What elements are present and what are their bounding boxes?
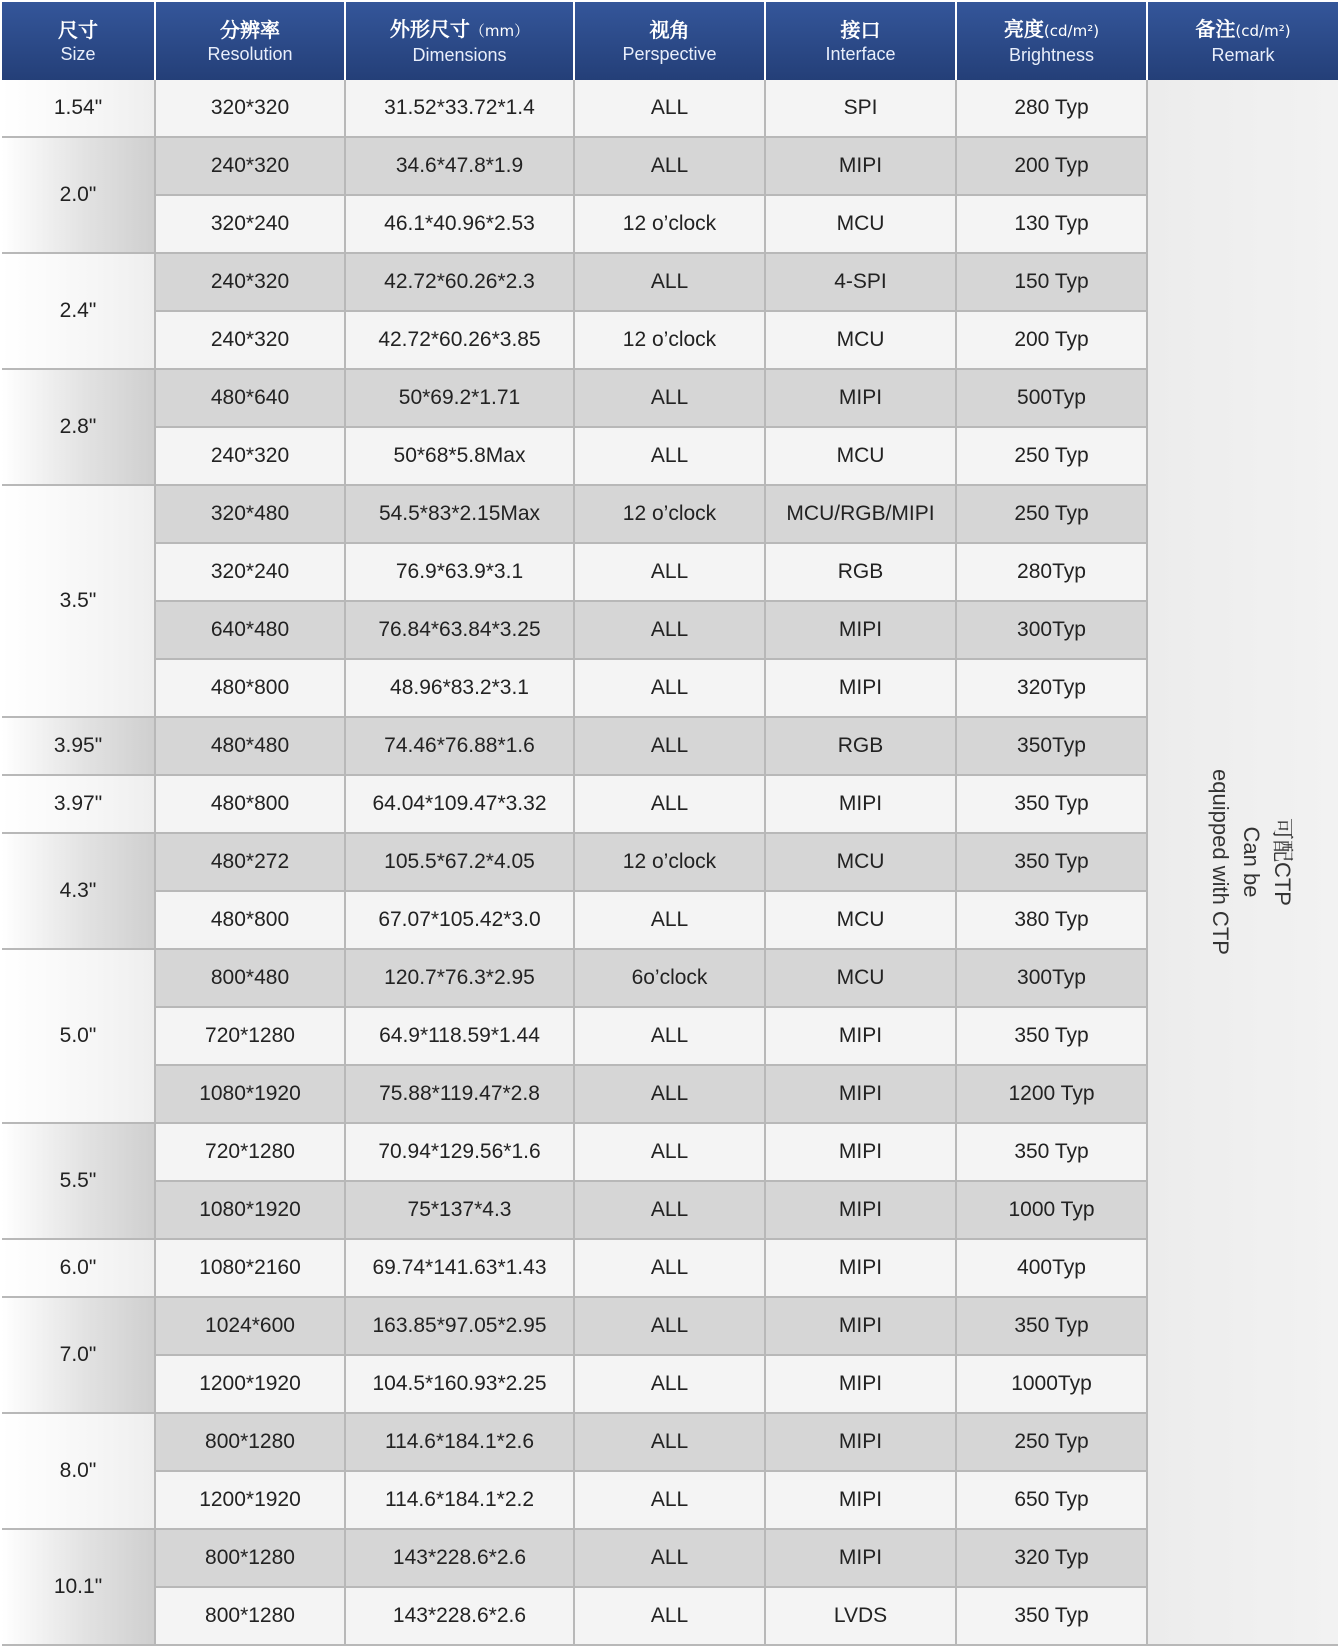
brightness-cell: 350 Typ <box>956 1007 1147 1065</box>
table-row <box>2 717 1338 775</box>
table-body <box>2 80 1338 1645</box>
brightness-cell: 350 Typ <box>956 833 1147 891</box>
resolution-cell: 320*480 <box>155 485 345 543</box>
interface-cell: MIPI <box>765 1471 956 1529</box>
brightness-cell: 200 Typ <box>956 311 1147 369</box>
resolution-cell: 480*800 <box>155 775 345 833</box>
interface-cell: MIPI <box>765 1297 956 1355</box>
table-row <box>2 1239 1338 1297</box>
size-cell: 4.3" <box>2 833 155 949</box>
brightness-cell: 280 Typ <box>956 80 1147 137</box>
brightness-cell: 1000 Typ <box>956 1181 1147 1239</box>
dimensions-cell: 64.04*109.47*3.32 <box>345 775 574 833</box>
perspective-cell: 12 o’clock <box>574 195 765 253</box>
header-dimensions-unit: （mm） <box>469 22 530 40</box>
brightness-cell: 250 Typ <box>956 427 1147 485</box>
remark-en-line1: Can be <box>1239 826 1264 898</box>
dimensions-cell: 76.84*63.84*3.25 <box>345 601 574 659</box>
interface-cell: MCU <box>765 949 956 1007</box>
dimensions-cell: 75*137*4.3 <box>345 1181 574 1239</box>
size-cell: 3.5" <box>2 485 155 717</box>
header-interface-zh: 接口 <box>840 18 881 42</box>
size-cell: 8.0" <box>2 1413 155 1529</box>
resolution-cell: 320*320 <box>155 80 345 137</box>
interface-cell: MIPI <box>765 1123 956 1181</box>
table-row <box>2 949 1338 1007</box>
dimensions-cell: 48.96*83.2*3.1 <box>345 659 574 717</box>
table-row <box>2 1413 1338 1471</box>
perspective-cell: ALL <box>574 543 765 601</box>
dimensions-cell: 69.74*141.63*1.43 <box>345 1239 574 1297</box>
dimensions-cell: 75.88*119.47*2.8 <box>345 1065 574 1123</box>
table-row <box>2 311 1338 369</box>
perspective-cell: 12 o’clock <box>574 311 765 369</box>
remark-text <box>1188 757 1298 967</box>
dimensions-cell: 67.07*105.42*3.0 <box>345 891 574 949</box>
perspective-cell: ALL <box>574 601 765 659</box>
header-remark <box>1147 2 1338 80</box>
perspective-cell: ALL <box>574 1239 765 1297</box>
perspective-cell: 12 o’clock <box>574 833 765 891</box>
header-size-zh: 尺寸 <box>58 18 98 42</box>
perspective-cell: ALL <box>574 1065 765 1123</box>
interface-cell: MIPI <box>765 1007 956 1065</box>
dimensions-cell: 143*228.6*2.6 <box>345 1529 574 1587</box>
brightness-cell: 1200 Typ <box>956 1065 1147 1123</box>
brightness-cell: 350 Typ <box>956 775 1147 833</box>
header-dimensions <box>345 2 574 80</box>
table-row <box>2 1587 1338 1645</box>
table-row <box>2 485 1338 543</box>
resolution-cell: 1080*2160 <box>155 1239 345 1297</box>
perspective-cell: ALL <box>574 891 765 949</box>
table-row <box>2 137 1338 195</box>
dimensions-cell: 42.72*60.26*3.85 <box>345 311 574 369</box>
perspective-cell: ALL <box>574 1587 765 1645</box>
dimensions-cell: 105.5*67.2*4.05 <box>345 833 574 891</box>
perspective-cell: ALL <box>574 1007 765 1065</box>
remark-en-line2: equipped with CTP <box>1208 769 1233 955</box>
header-brightness-zh: 亮度 <box>1003 17 1044 41</box>
header-resolution-zh: 分辨率 <box>220 18 280 42</box>
table-row <box>2 543 1338 601</box>
interface-cell: MCU <box>765 891 956 949</box>
resolution-cell: 800*1280 <box>155 1413 345 1471</box>
size-cell: 5.5" <box>2 1123 155 1239</box>
brightness-cell: 320Typ <box>956 659 1147 717</box>
header-perspective-en: Perspective <box>622 44 717 64</box>
resolution-cell: 240*320 <box>155 311 345 369</box>
dimensions-cell: 70.94*129.56*1.6 <box>345 1123 574 1181</box>
dimensions-cell: 104.5*160.93*2.25 <box>345 1355 574 1413</box>
brightness-cell: 380 Typ <box>956 891 1147 949</box>
dimensions-cell: 46.1*40.96*2.53 <box>345 195 574 253</box>
table-row <box>2 427 1338 485</box>
size-cell: 2.8" <box>2 369 155 485</box>
perspective-cell: ALL <box>574 137 765 195</box>
header-resolution-en: Resolution <box>207 44 293 64</box>
resolution-cell: 720*1280 <box>155 1123 345 1181</box>
brightness-cell: 300Typ <box>956 949 1147 1007</box>
dimensions-cell: 76.9*63.9*3.1 <box>345 543 574 601</box>
header-brightness <box>956 2 1147 80</box>
perspective-cell: ALL <box>574 659 765 717</box>
interface-cell: MCU <box>765 833 956 891</box>
brightness-cell: 250 Typ <box>956 485 1147 543</box>
resolution-cell: 640*480 <box>155 601 345 659</box>
header-dimensions-en: Dimensions <box>412 45 507 65</box>
table-row <box>2 80 1338 137</box>
interface-cell: MCU <box>765 311 956 369</box>
dimensions-cell: 114.6*184.1*2.2 <box>345 1471 574 1529</box>
brightness-cell: 320 Typ <box>956 1529 1147 1587</box>
resolution-cell: 1200*1920 <box>155 1471 345 1529</box>
dimensions-cell: 143*228.6*2.6 <box>345 1587 574 1645</box>
brightness-cell: 300Typ <box>956 601 1147 659</box>
perspective-cell: 6o’clock <box>574 949 765 1007</box>
perspective-cell: 12 o’clock <box>574 485 765 543</box>
table-row <box>2 195 1338 253</box>
remark-zh: 可配CTP <box>1270 817 1295 906</box>
interface-cell: 4-SPI <box>765 253 956 311</box>
remark-cell <box>1147 80 1338 1645</box>
brightness-cell: 500Typ <box>956 369 1147 427</box>
resolution-cell: 480*272 <box>155 833 345 891</box>
interface-cell: LVDS <box>765 1587 956 1645</box>
table-row <box>2 369 1338 427</box>
perspective-cell: ALL <box>574 427 765 485</box>
interface-cell: MIPI <box>765 369 956 427</box>
header-interface <box>765 2 956 80</box>
resolution-cell: 480*800 <box>155 659 345 717</box>
interface-cell: MIPI <box>765 1239 956 1297</box>
table-row <box>2 891 1338 949</box>
brightness-cell: 350 Typ <box>956 1587 1147 1645</box>
brightness-cell: 150 Typ <box>956 253 1147 311</box>
brightness-cell: 350 Typ <box>956 1297 1147 1355</box>
dimensions-cell: 50*69.2*1.71 <box>345 369 574 427</box>
brightness-cell: 350 Typ <box>956 1123 1147 1181</box>
lcd-spec-table <box>2 2 1338 1646</box>
perspective-cell: ALL <box>574 369 765 427</box>
dimensions-cell: 114.6*184.1*2.6 <box>345 1413 574 1471</box>
interface-cell: RGB <box>765 543 956 601</box>
dimensions-cell: 42.72*60.26*2.3 <box>345 253 574 311</box>
dimensions-cell: 74.46*76.88*1.6 <box>345 717 574 775</box>
interface-cell: MIPI <box>765 1355 956 1413</box>
header-size-en: Size <box>60 44 96 64</box>
size-cell: 10.1" <box>2 1529 155 1645</box>
header-brightness-unit: (cd/m²) <box>1043 22 1100 40</box>
interface-cell: RGB <box>765 717 956 775</box>
table-row <box>2 1007 1338 1065</box>
dimensions-cell: 31.52*33.72*1.4 <box>345 80 574 137</box>
perspective-cell: ALL <box>574 1297 765 1355</box>
interface-cell: MIPI <box>765 1065 956 1123</box>
brightness-cell: 650 Typ <box>956 1471 1147 1529</box>
resolution-cell: 240*320 <box>155 427 345 485</box>
interface-cell: MIPI <box>765 775 956 833</box>
interface-cell: MIPI <box>765 1181 956 1239</box>
dimensions-cell: 64.9*118.59*1.44 <box>345 1007 574 1065</box>
size-cell: 7.0" <box>2 1297 155 1413</box>
interface-cell: MIPI <box>765 601 956 659</box>
header-perspective-zh: 视角 <box>649 18 690 42</box>
perspective-cell: ALL <box>574 1123 765 1181</box>
size-cell: 1.54" <box>2 80 155 137</box>
table-row <box>2 659 1338 717</box>
perspective-cell: ALL <box>574 1413 765 1471</box>
brightness-cell: 200 Typ <box>956 137 1147 195</box>
interface-cell: MIPI <box>765 1529 956 1587</box>
header-remark-zh: 备注 <box>1195 17 1236 41</box>
perspective-cell: ALL <box>574 253 765 311</box>
interface-cell: MIPI <box>765 659 956 717</box>
brightness-cell: 130 Typ <box>956 195 1147 253</box>
resolution-cell: 320*240 <box>155 543 345 601</box>
resolution-cell: 1024*600 <box>155 1297 345 1355</box>
table-row <box>2 1297 1338 1355</box>
header-remark-en: Remark <box>1211 45 1275 65</box>
brightness-cell: 350Typ <box>956 717 1147 775</box>
interface-cell: MCU <box>765 427 956 485</box>
header-resolution <box>155 2 345 80</box>
perspective-cell: ALL <box>574 717 765 775</box>
header-row <box>2 2 1338 80</box>
resolution-cell: 240*320 <box>155 137 345 195</box>
header-size <box>2 2 155 80</box>
brightness-cell: 1000Typ <box>956 1355 1147 1413</box>
perspective-cell: ALL <box>574 1471 765 1529</box>
resolution-cell: 1080*1920 <box>155 1181 345 1239</box>
resolution-cell: 480*800 <box>155 891 345 949</box>
table-row <box>2 1471 1338 1529</box>
header-brightness-en: Brightness <box>1008 45 1095 65</box>
size-cell: 6.0" <box>2 1239 155 1297</box>
size-cell: 3.95" <box>2 717 155 775</box>
table-row <box>2 253 1338 311</box>
resolution-cell: 320*240 <box>155 195 345 253</box>
resolution-cell: 480*640 <box>155 369 345 427</box>
dimensions-cell: 120.7*76.3*2.95 <box>345 949 574 1007</box>
size-cell: 5.0" <box>2 949 155 1123</box>
dimensions-cell: 50*68*5.8Max <box>345 427 574 485</box>
table-row <box>2 1355 1338 1413</box>
perspective-cell: ALL <box>574 80 765 137</box>
interface-cell: MIPI <box>765 1413 956 1471</box>
resolution-cell: 800*1280 <box>155 1529 345 1587</box>
resolution-cell: 800*1280 <box>155 1587 345 1645</box>
interface-cell: MIPI <box>765 137 956 195</box>
dimensions-cell: 163.85*97.05*2.95 <box>345 1297 574 1355</box>
brightness-cell: 250 Typ <box>956 1413 1147 1471</box>
table-row <box>2 1065 1338 1123</box>
interface-cell: SPI <box>765 80 956 137</box>
resolution-cell: 240*320 <box>155 253 345 311</box>
perspective-cell: ALL <box>574 1529 765 1587</box>
resolution-cell: 1200*1920 <box>155 1355 345 1413</box>
size-cell: 2.4" <box>2 253 155 369</box>
resolution-cell: 480*480 <box>155 717 345 775</box>
header-interface-en: Interface <box>825 44 896 64</box>
header-dimensions-zh: 外形尺寸 <box>389 17 470 41</box>
dimensions-cell: 54.5*83*2.15Max <box>345 485 574 543</box>
table-row <box>2 1123 1338 1181</box>
perspective-cell: ALL <box>574 775 765 833</box>
interface-cell: MCU <box>765 195 956 253</box>
interface-cell: MCU/RGB/MIPI <box>765 485 956 543</box>
size-cell: 2.0" <box>2 137 155 253</box>
resolution-cell: 720*1280 <box>155 1007 345 1065</box>
size-cell: 3.97" <box>2 775 155 833</box>
brightness-cell: 280Typ <box>956 543 1147 601</box>
table-row <box>2 1181 1338 1239</box>
perspective-cell: ALL <box>574 1355 765 1413</box>
table-row <box>2 833 1338 891</box>
header-perspective <box>574 2 765 80</box>
header-remark-unit: (cd/m²) <box>1235 22 1291 40</box>
brightness-cell: 400Typ <box>956 1239 1147 1297</box>
perspective-cell: ALL <box>574 1181 765 1239</box>
resolution-cell: 1080*1920 <box>155 1065 345 1123</box>
table-row <box>2 1529 1338 1587</box>
table-row <box>2 775 1338 833</box>
table-row <box>2 601 1338 659</box>
dimensions-cell: 34.6*47.8*1.9 <box>345 137 574 195</box>
resolution-cell: 800*480 <box>155 949 345 1007</box>
